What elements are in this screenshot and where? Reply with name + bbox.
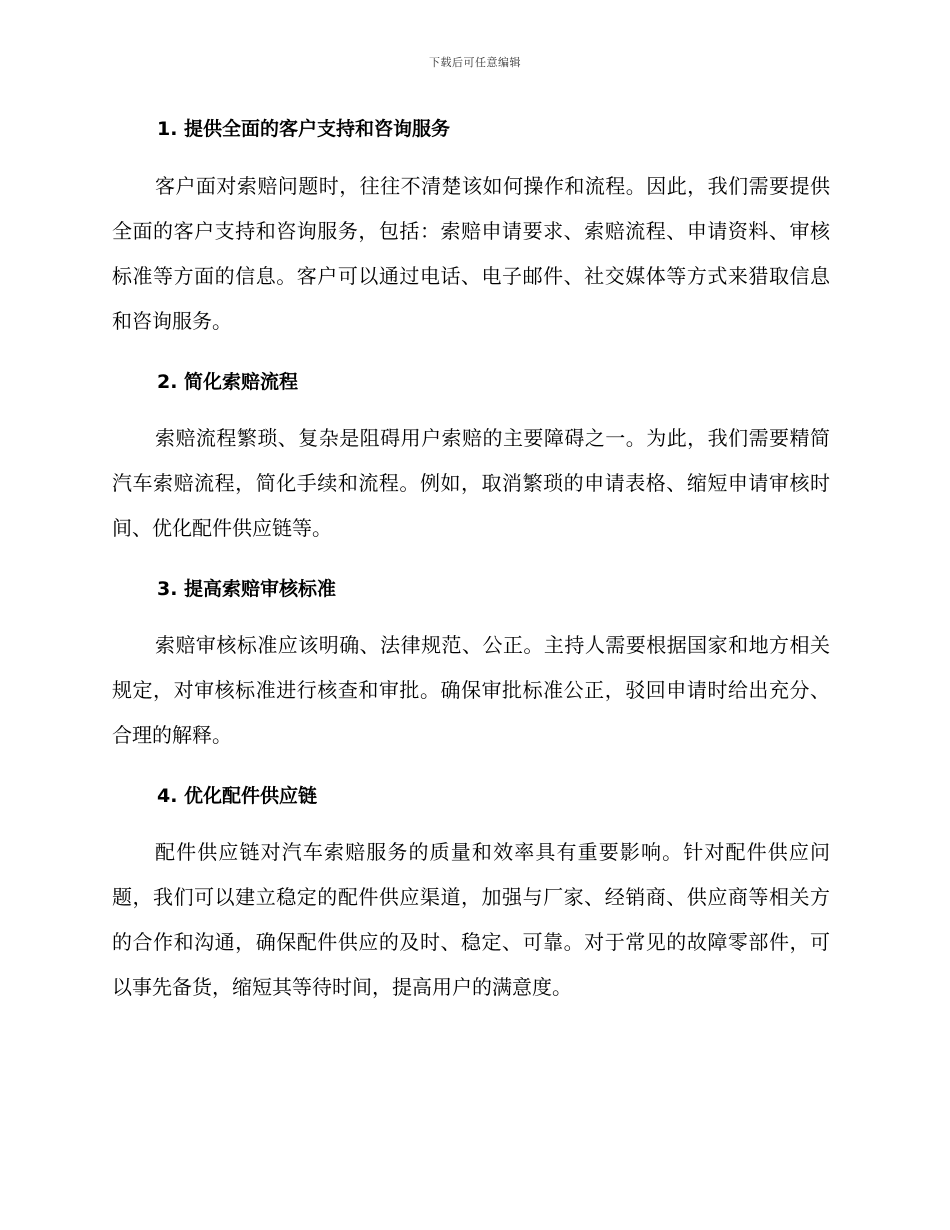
section-customer-support xyxy=(112,115,830,344)
section-paragraph: 配件供应链对汽车索赔服务的质量和效率具有重要影响。针对配件供应问题，我们可以建立稳定的配件供应渠道，加强与厂家、经销商、供应商等相关方的合作和沟通，确保配件供应的及时、稳定、可靠。对于常见的故障零部件，可以事先备货，缩短其等待时间，提高用户的满意度。 xyxy=(112,840,830,999)
section-paragraph: 客户面对索赔问题时，往往不清楚该如何操作和流程。因此，我们需要提供全面的客户支持和咨询服务，包括：索赔申请要求、索赔流程、申请资料、审核标准等方面的信息。客户可以通过电话、电子邮件、社交媒体等方式来猎取信息和咨询服务。 xyxy=(112,174,830,333)
section-review-standards xyxy=(112,575,830,758)
section-heading: 4. 优化配件供应链 xyxy=(157,785,318,807)
section-heading: 2. 简化索赔流程 xyxy=(157,371,299,393)
section-paragraph: 索赔审核标准应该明确、法律规范、公正。主持人需要根据国家和地方相关规定，对审核标准进行核查和审批。确保审批标准公正，驳回申请时给出充分、合理的解释。 xyxy=(112,633,830,747)
section-simplify-process xyxy=(112,368,830,551)
document-content xyxy=(112,110,830,1010)
section-supply-chain xyxy=(112,782,830,1010)
section-heading: 1. 提供全面的客户支持和咨询服务 xyxy=(157,118,451,140)
section-paragraph: 索赔流程繁琐、复杂是阻碍用户索赔的主要障碍之一。为此，我们需要精简汽车索赔流程，简化手续和流程。例如，取消繁琐的申请表格、缩短申请审核时间、优化配件供应链等。 xyxy=(112,426,830,540)
page-header: 下载后可任意编辑 xyxy=(429,56,521,69)
section-heading: 3. 提高索赔审核标准 xyxy=(157,578,337,600)
